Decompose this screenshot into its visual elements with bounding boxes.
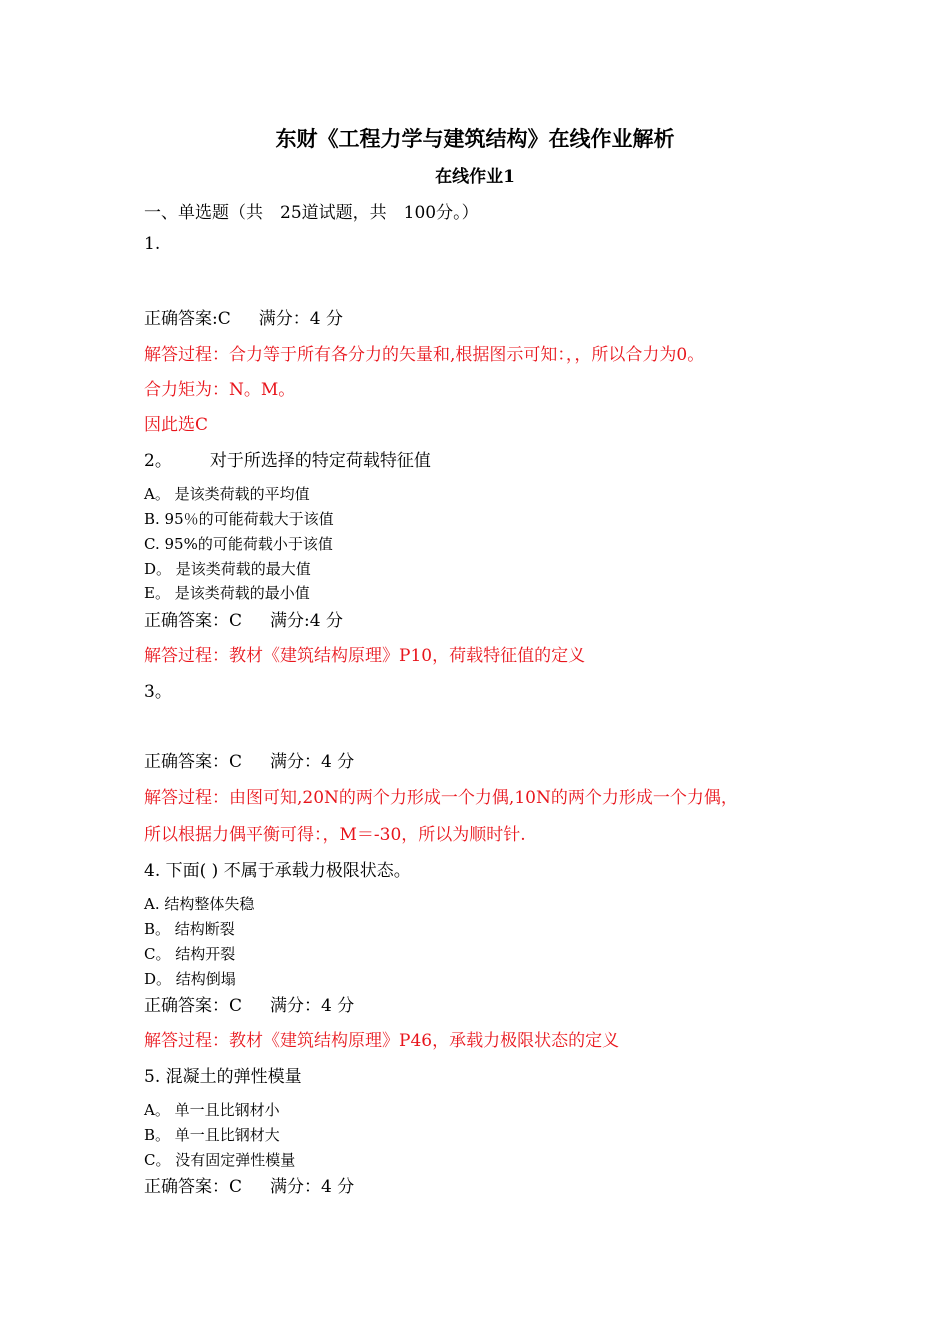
score-label: 满分:4 分	[270, 611, 343, 631]
document-subtitle: 在线作业1	[435, 167, 515, 187]
question-4-option: C。 结构开裂	[144, 945, 236, 963]
question-2-answer-line	[144, 606, 343, 631]
question-2-option: D。 是该类荷载的最大值	[144, 560, 311, 578]
score-label: 满分：4 分	[270, 1177, 355, 1197]
question-2-number: 2。	[144, 451, 172, 471]
question-4-text: 4. 下面( ) 不属于承载力极限状态。	[144, 861, 411, 881]
question-1-explanation-1: 解答过程：合力等于所有各分力的矢量和,根据图示可知：，，所以合力为0。	[144, 345, 705, 365]
question-2-option: E。 是该类荷载的最小值	[144, 584, 310, 602]
question-5-option: C。 没有固定弹性模量	[144, 1151, 296, 1169]
question-1-explanation-2: 合力矩为：N。M。	[144, 380, 296, 400]
question-2-text: 对于所选择的特定荷载特征值	[209, 451, 431, 471]
question-4-option: B。 结构断裂	[144, 920, 235, 938]
document-title: 东财《工程力学与建筑结构》在线作业解析	[275, 126, 675, 151]
answer-label: 正确答案：C	[144, 1177, 243, 1197]
answer-label: 正确答案：C	[144, 611, 243, 631]
score-label: 满分：4 分	[270, 996, 355, 1016]
question-2-explanation: 解答过程：教材《建筑结构原理》P10，荷载特征值的定义	[144, 646, 586, 666]
answer-label: 正确答案：C	[144, 752, 243, 772]
question-4-answer-line	[144, 991, 354, 1016]
question-5-option: B。 单一且比钢材大	[144, 1126, 280, 1144]
question-2-option: B. 95％的可能荷载大于该值	[144, 510, 334, 528]
question-1-explanation-3: 因此选C	[144, 415, 209, 435]
score-label: 满分：4 分	[270, 752, 355, 772]
question-2	[144, 446, 431, 471]
question-2-option: C. 95%的可能荷载小于该值	[144, 535, 333, 553]
score-label: 满分：4 分	[258, 309, 343, 329]
question-2-option: A。 是该类荷载的平均值	[144, 485, 310, 503]
question-4-option: A. 结构整体失稳	[144, 895, 255, 913]
question-5-text: 5. 混凝土的弹性模量	[144, 1067, 302, 1087]
question-5-option: A。 单一且比钢材小	[144, 1101, 280, 1119]
question-1-number: 1.	[144, 234, 161, 254]
question-5-answer-line	[144, 1172, 354, 1197]
answer-label: 正确答案：C	[144, 996, 243, 1016]
question-1-answer-line	[144, 304, 343, 329]
section-heading: 一、单选题（共 25道试题，共 100分。）	[144, 203, 479, 223]
question-4-explanation: 解答过程：教材《建筑结构原理》P46，承载力极限状态的定义	[144, 1031, 620, 1051]
question-3-number: 3。	[144, 682, 172, 702]
question-4-option: D。 结构倒塌	[144, 970, 236, 988]
question-3-explanation-2: 所以根据力偶平衡可得：，M＝-30，所以为顺时针.	[144, 825, 526, 845]
answer-label: 正确答案:C	[144, 309, 231, 329]
question-3-answer-line	[144, 747, 354, 772]
question-3-explanation-1: 解答过程：由图可知,20N的两个力形成一个力偶,10N的两个力形成一个力偶，	[144, 788, 738, 808]
